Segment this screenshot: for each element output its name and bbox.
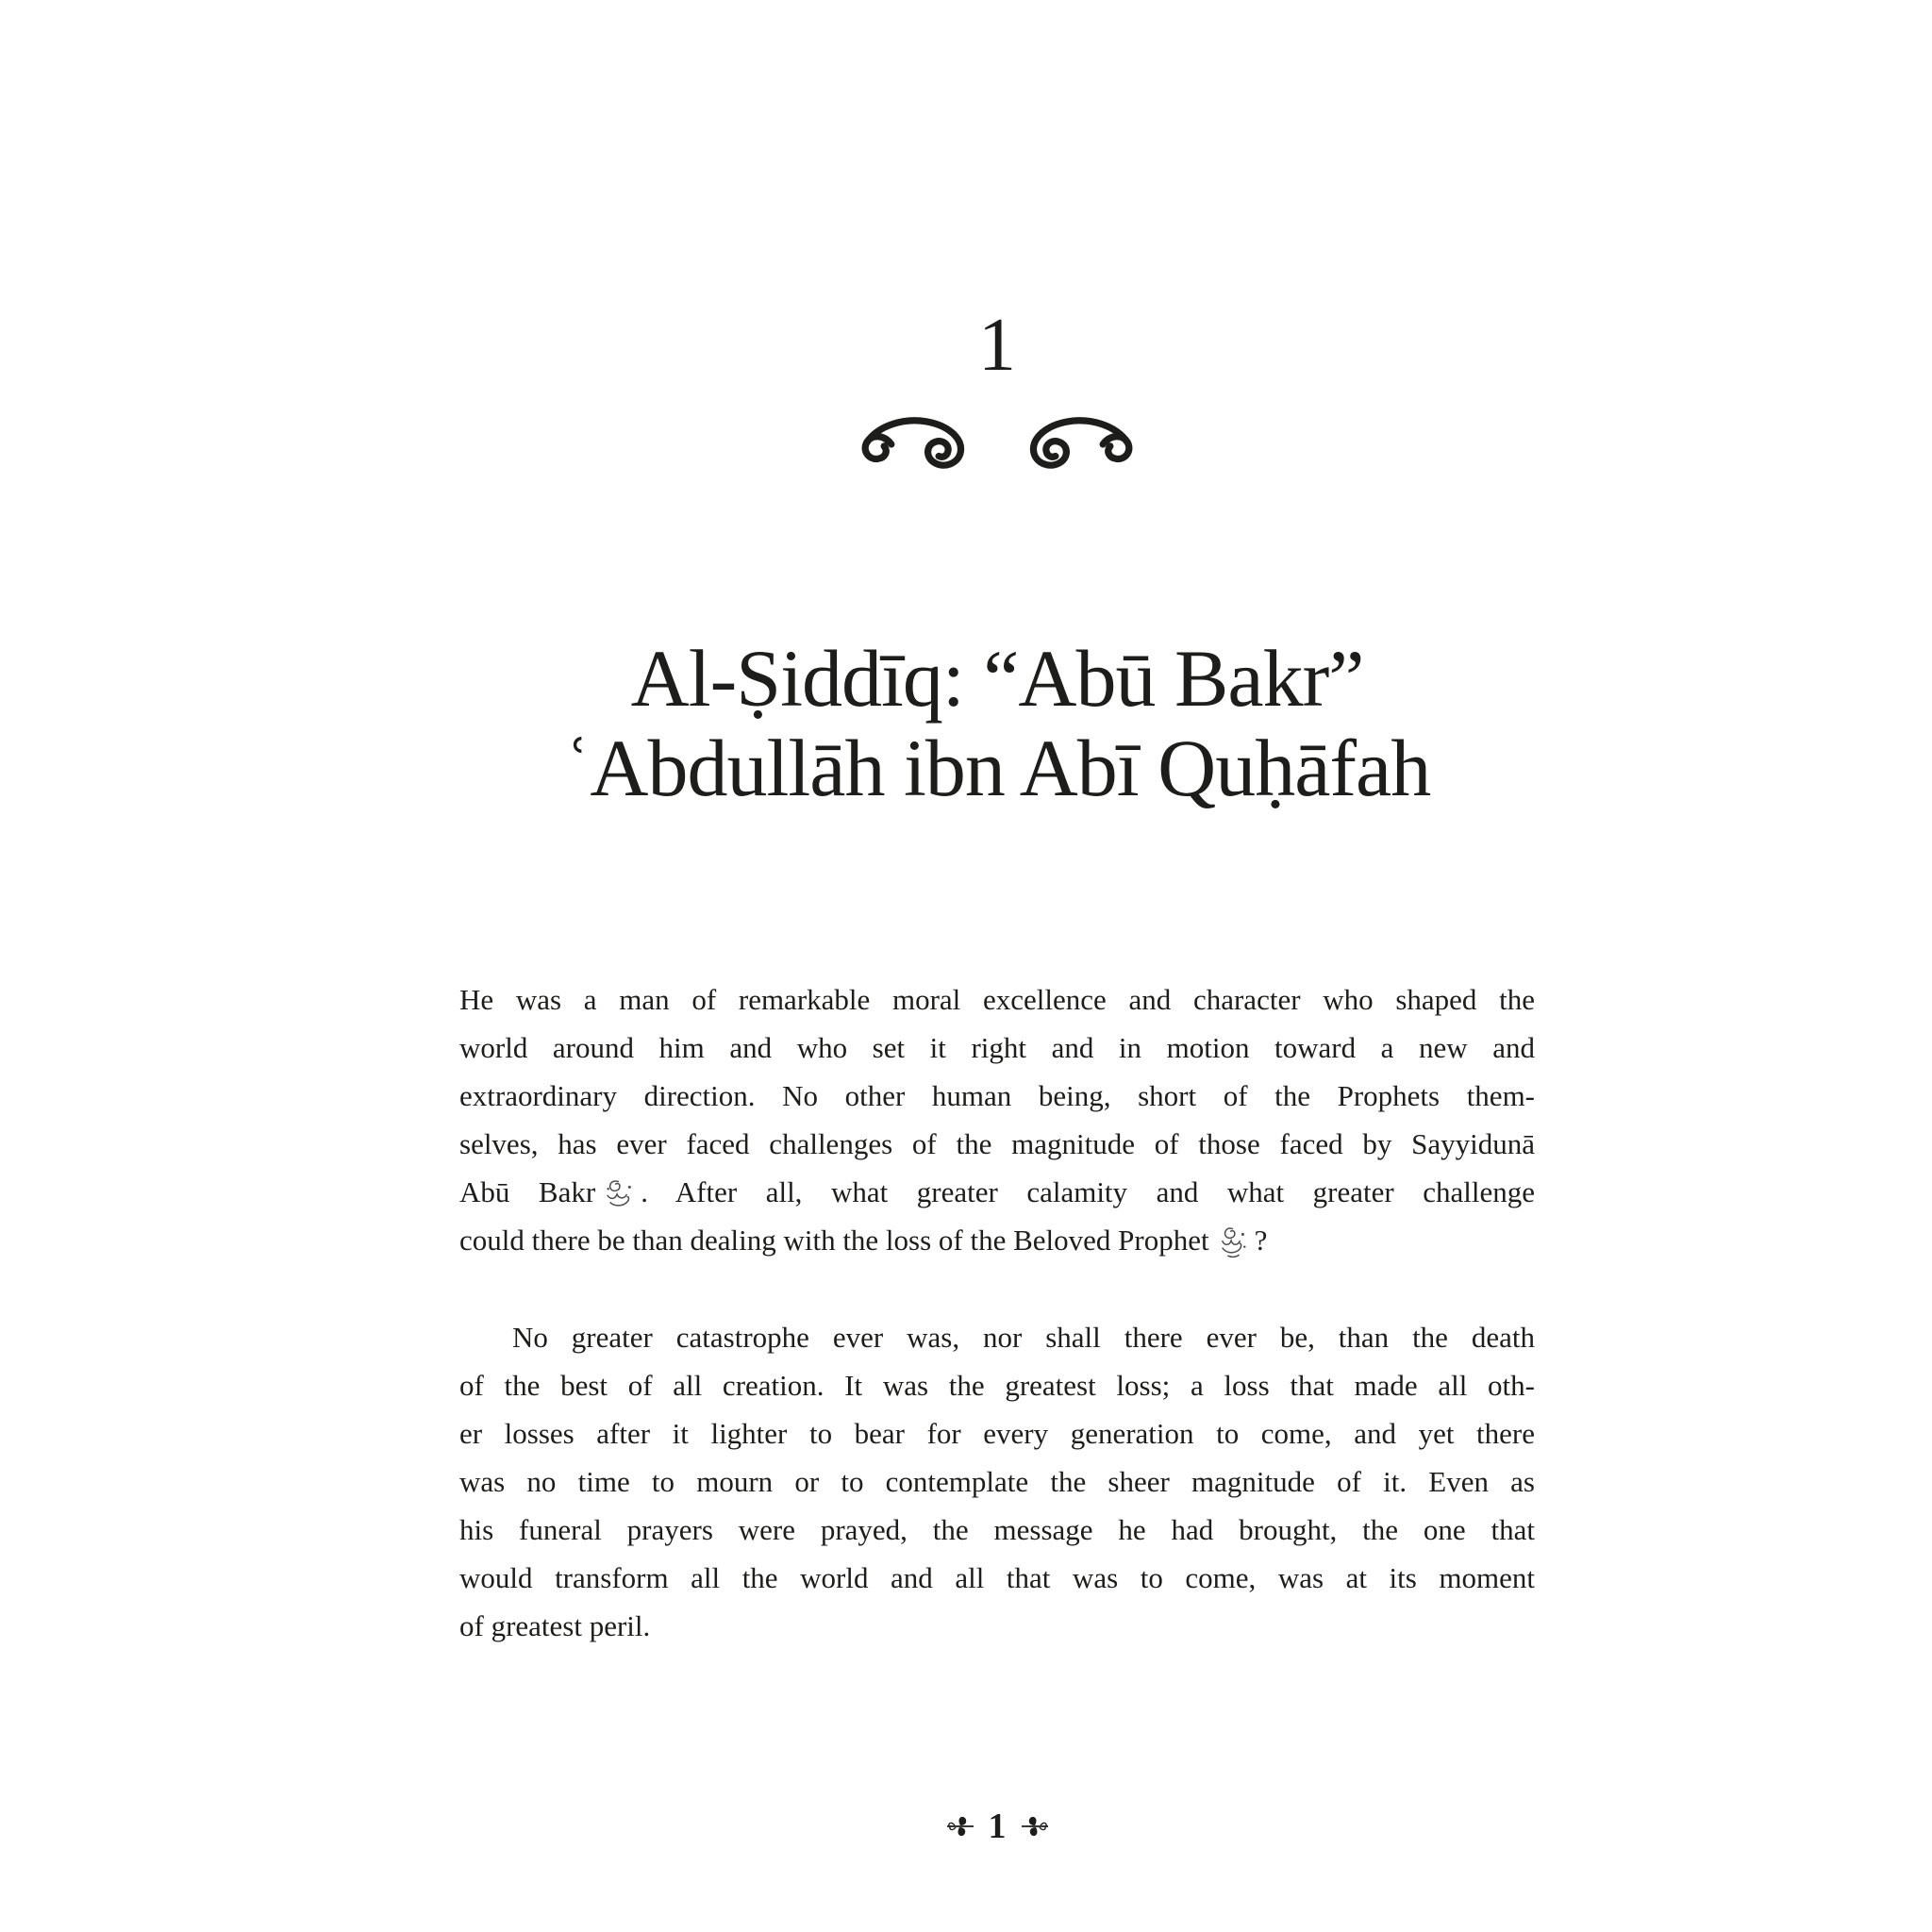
body-line: would transform all the world and all that was to come, was at its moment: [459, 1561, 1535, 1594]
body-line: [459, 1216, 1535, 1264]
body-line: He was a man of remarkable moral excellence and character who shaped the: [459, 983, 1535, 1016]
body-line: No greater catastrophe ever was, nor shall there ever be, than the death: [512, 1321, 1535, 1354]
fleuron-right-icon: [1020, 1815, 1050, 1838]
body-line-text: could there be than dealing with the loss of the Beloved Prophet: [459, 1224, 1209, 1257]
body-line: of greatest peril.: [459, 1609, 651, 1642]
chapter-title: [403, 634, 1591, 813]
page-footer: [459, 1806, 1535, 1847]
scroll-flourish-icon: [459, 416, 1535, 471]
body-line-text: ?: [1254, 1224, 1268, 1257]
radiallahu-anhu-icon: [603, 1175, 635, 1211]
paragraph: [459, 1313, 1535, 1650]
body-text: [459, 975, 1535, 1650]
body-line: his funeral prayers were prayed, the message he had brought, the one that: [459, 1513, 1535, 1546]
body-line: [459, 1168, 1535, 1216]
fleuron-left-icon: [945, 1815, 975, 1838]
text-block: [459, 0, 1535, 1932]
body-line: er losses after it lighter to bear for every generation to come, and yet there: [459, 1417, 1535, 1450]
body-line: extraordinary direction. No other human being, short of the Prophets them-: [459, 1079, 1535, 1112]
chapter-title-line2: ʿAbdullāh ibn Abī Quḥāfah: [563, 723, 1431, 813]
body-line-text: . After all, what greater calamity and what greater challenge: [641, 1175, 1535, 1208]
chapter-title-line1: Al-Ṣiddīq: “Abū Bakr”: [630, 633, 1364, 724]
body-line: selves, has ever faced challenges of the magnitude of those faced by Sayyidunā: [459, 1127, 1535, 1160]
paragraph: [459, 975, 1535, 1264]
body-line: was no time to mourn or to contemplate the sheer magnitude of it. Even as: [459, 1465, 1535, 1498]
body-line: world around him and who set it right and in motion toward a new and: [459, 1031, 1535, 1064]
page-number: 1: [988, 1807, 1007, 1846]
sallallahu-alayhi-wasallam-icon: [1217, 1224, 1249, 1259]
body-line: of the best of all creation. It was the greatest loss; a loss that made all oth-: [459, 1369, 1535, 1402]
body-line-text: Abū Bakr: [459, 1175, 596, 1208]
chapter-number: 1: [978, 304, 1016, 387]
